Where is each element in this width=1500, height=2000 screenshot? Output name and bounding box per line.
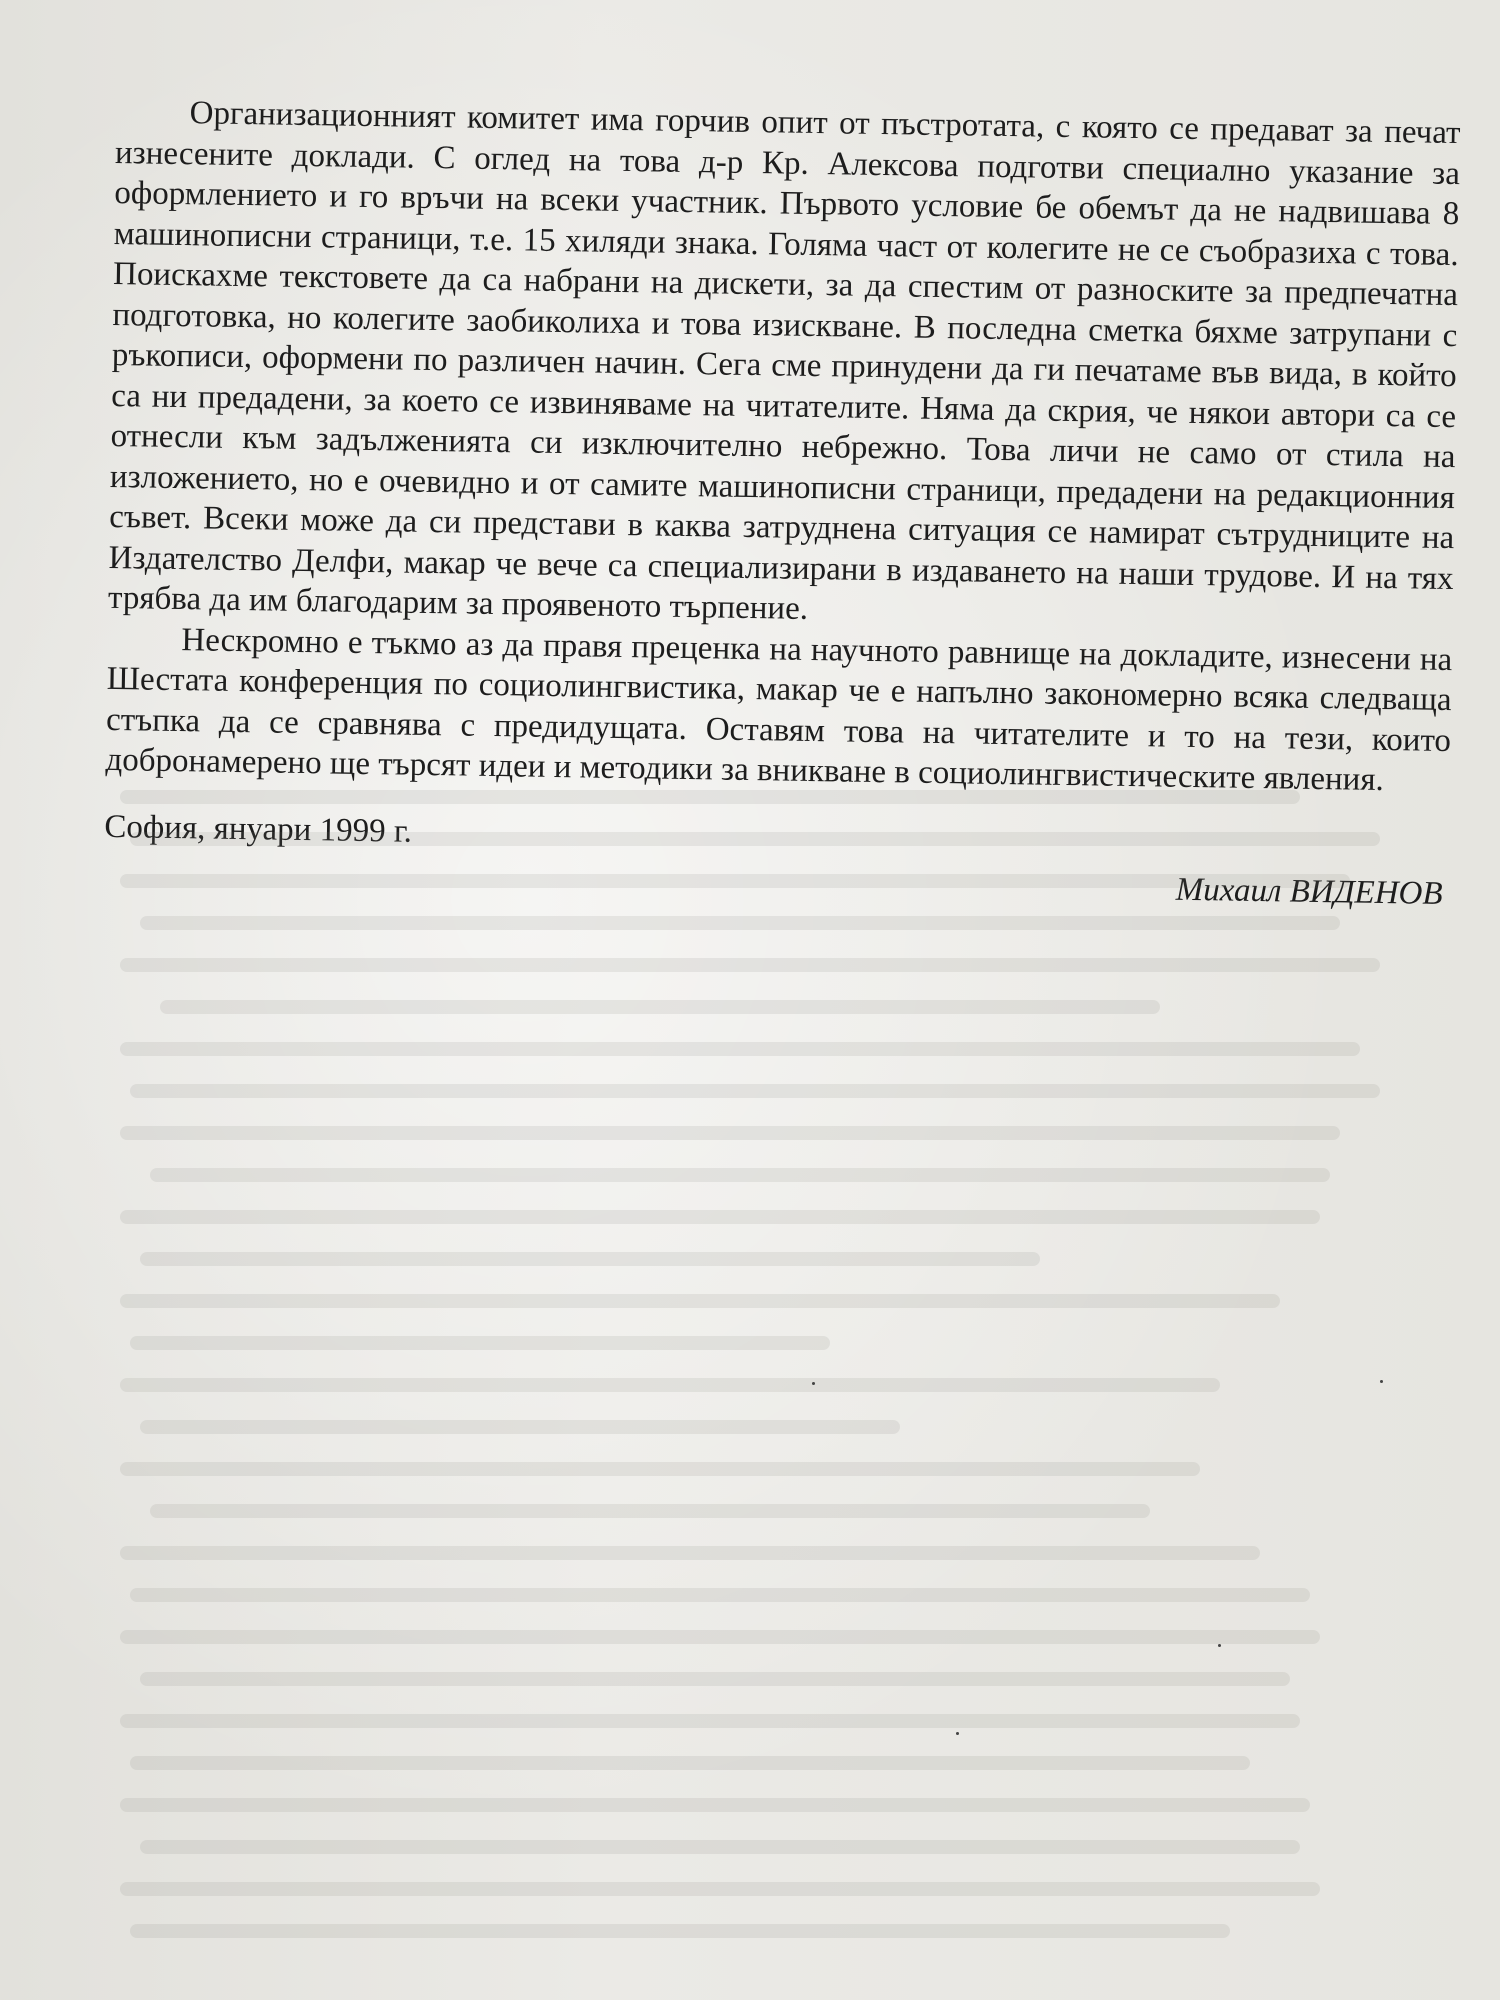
author-signature: Михаил ВИДЕНОВ bbox=[1175, 871, 1443, 912]
dateline: София, януари 1999 г. bbox=[104, 808, 413, 850]
paragraph-2: Нескромно е тъкмо аз да правя преценка на научното равнище на докладите, изнесени на Шестата конференция по социолингвистика, макар че е напълно закономерно всяка следваща стъпка да се сравнява с предидущата. Оставям това на читателите и то на тези, които добронамерено ще търсят идеи и методики за вникване в социолингвистическите явления. bbox=[105, 621, 1453, 798]
paragraph-1: Организационният комитет има горчив опит от пъстротата, с която се предават за печат изнесените доклади. С оглед на това д-р Кр. Алексова подготви специално указание за оформлението и го връчи на всеки участник. Първото условие бе обемът да не надвишава 8 машинописни страници, т.е. 15 хиляди знака. Голяма част от колегите не се съобразиха с това. Поискахме текстовете да са набрани на дискети, за да спестим от разноските за предпечатна подготовка, но колегите заобиколиха и това изискване. В последна сметка бяхме затрупани с ръкописи, оформени по различен начин. Сега сме принудени да ги печатаме във вида, в който са ни предадени, за което се извиняваме на читателите. Няма да скрия, че някои автори са се отнесли към задълженията си изключително небрежно. Това личи не само от стила на изложението, но е очевидно и от самите машинописни страници, предадени на редакционния съвет. Всеки може да си представи в каква затруднена ситуация се намират сътрудниците на Издателство Делфи, макар че вече са специализирани в издаването на наши трудове. И на тях трябва да им благодарим за проявеното търпение. bbox=[107, 95, 1461, 627]
speck-mark bbox=[956, 1732, 959, 1735]
speck-mark bbox=[1380, 1380, 1383, 1383]
bleed-through-text bbox=[120, 770, 1500, 2000]
speck-mark bbox=[812, 1382, 815, 1385]
speck-mark bbox=[1218, 1644, 1221, 1647]
preface-text bbox=[103, 92, 1460, 915]
